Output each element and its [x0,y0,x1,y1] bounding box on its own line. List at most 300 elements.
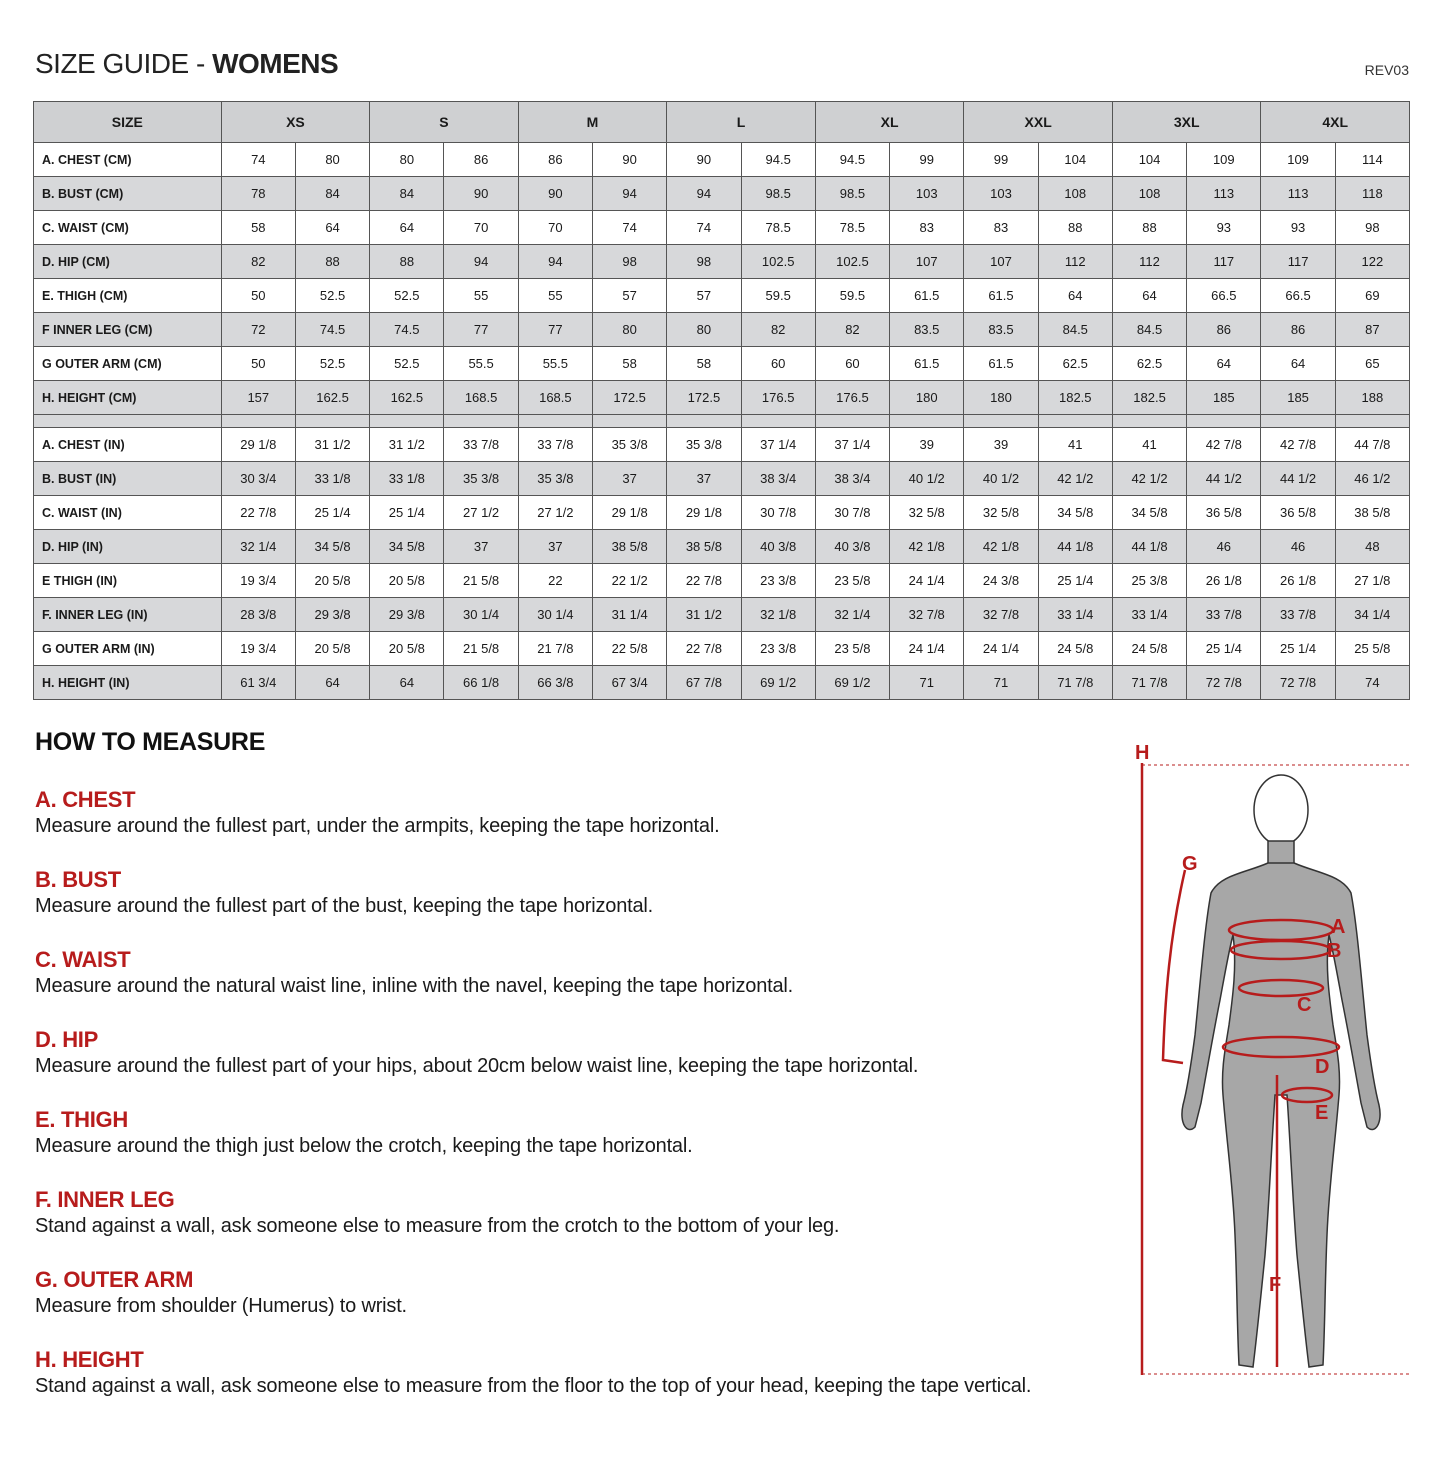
revision-label: REV03 [1364,62,1409,78]
table-cell: 114 [1335,143,1409,177]
table-cell: 37 [518,530,592,564]
table-cell: 21 7/8 [518,632,592,666]
table-cell: 162.5 [370,381,444,415]
table-cell: 80 [667,313,741,347]
table-cell: 87 [1335,313,1409,347]
table-cell: 61.5 [964,279,1038,313]
table-cell: 64 [1112,279,1186,313]
table-cell: 112 [1112,245,1186,279]
table-cell: 98.5 [741,177,815,211]
table-cell: 33 7/8 [1187,598,1261,632]
table-cell: 55 [518,279,592,313]
table-cell: 42 7/8 [1187,428,1261,462]
table-cell: 44 1/2 [1261,462,1335,496]
table-cell: 19 3/4 [221,632,295,666]
table-cell: 86 [1187,313,1261,347]
row-label: F. INNER LEG (IN) [34,598,222,632]
spacer-cell [370,415,444,428]
table-cell: 38 5/8 [1335,496,1409,530]
table-cell: 44 1/8 [1112,530,1186,564]
table-cell: 74 [221,143,295,177]
size-col-4xl: 4XL [1261,102,1410,143]
table-cell: 172.5 [667,381,741,415]
table-cell: 40 1/2 [890,462,964,496]
table-cell: 103 [964,177,1038,211]
size-header-label: SIZE [34,102,222,143]
size-col-xxl: XXL [964,102,1113,143]
table-cell: 94 [667,177,741,211]
table-cell: 30 1/4 [518,598,592,632]
spacer-cell [890,415,964,428]
table-row [34,598,1410,632]
table-cell: 20 5/8 [370,564,444,598]
table-cell: 82 [221,245,295,279]
table-cell: 28 3/8 [221,598,295,632]
table-cell: 37 [667,462,741,496]
measure-item-waist [35,947,1095,1027]
table-cell: 93 [1187,211,1261,245]
table-cell: 29 1/8 [221,428,295,462]
row-label: C. WAIST (IN) [34,496,222,530]
table-cell: 60 [741,347,815,381]
table-cell: 41 [1112,428,1186,462]
table-cell: 94 [593,177,667,211]
spacer-cell [815,415,889,428]
table-cell: 37 1/4 [815,428,889,462]
table-cell: 61.5 [964,347,1038,381]
table-row [34,530,1410,564]
row-label: E THIGH (IN) [34,564,222,598]
row-label: B. BUST (CM) [34,177,222,211]
table-cell: 94.5 [815,143,889,177]
table-cell: 32 1/4 [221,530,295,564]
table-cell: 29 3/8 [295,598,369,632]
table-cell: 98 [667,245,741,279]
table-cell: 60 [815,347,889,381]
size-table-body [34,143,1410,700]
table-cell: 33 1/4 [1038,598,1112,632]
table-cell: 74 [667,211,741,245]
table-cell: 113 [1187,177,1261,211]
table-cell: 25 3/8 [1112,564,1186,598]
measure-title-height: H. HEIGHT [35,1347,144,1372]
table-cell: 31 1/2 [295,428,369,462]
table-cell: 71 7/8 [1112,666,1186,700]
table-cell: 55.5 [518,347,592,381]
table-cell: 71 7/8 [1038,666,1112,700]
table-cell: 33 1/4 [1112,598,1186,632]
measure-item-thigh [35,1107,1095,1187]
row-label: D. HIP (IN) [34,530,222,564]
table-cell: 90 [593,143,667,177]
table-cell: 55 [444,279,518,313]
table-cell: 19 3/4 [221,564,295,598]
table-cell: 78 [221,177,295,211]
table-cell: 33 1/8 [370,462,444,496]
measure-item-inner-leg [35,1187,1095,1267]
table-cell: 40 3/8 [741,530,815,564]
measure-title-bust: B. BUST [35,867,121,892]
table-cell: 61 3/4 [221,666,295,700]
table-cell: 22 7/8 [221,496,295,530]
table-cell: 27 1/2 [444,496,518,530]
table-cell: 42 7/8 [1261,428,1335,462]
table-cell: 83.5 [964,313,1038,347]
table-cell: 67 7/8 [667,666,741,700]
table-cell: 66 3/8 [518,666,592,700]
size-col-3xl: 3XL [1112,102,1261,143]
row-label: A. CHEST (IN) [34,428,222,462]
table-cell: 88 [295,245,369,279]
table-cell: 172.5 [593,381,667,415]
table-cell: 62.5 [1112,347,1186,381]
row-label: E. THIGH (CM) [34,279,222,313]
size-col-l: L [667,102,816,143]
table-cell: 77 [518,313,592,347]
row-label: G OUTER ARM (IN) [34,632,222,666]
row-label: C. WAIST (CM) [34,211,222,245]
table-cell: 64 [370,666,444,700]
spacer-cell [593,415,667,428]
table-cell: 57 [667,279,741,313]
table-cell: 44 7/8 [1335,428,1409,462]
label-h: H [1135,742,1150,764]
table-cell: 94 [518,245,592,279]
table-cell: 24 1/4 [890,564,964,598]
measure-item-height [35,1347,1095,1427]
table-cell: 25 1/4 [295,496,369,530]
table-cell: 86 [444,143,518,177]
size-header-row [34,102,1410,143]
table-cell: 25 1/4 [1187,632,1261,666]
table-cell: 64 [1261,347,1335,381]
table-cell: 34 1/4 [1335,598,1409,632]
table-cell: 66.5 [1187,279,1261,313]
table-cell: 25 5/8 [1335,632,1409,666]
table-cell: 182.5 [1112,381,1186,415]
table-cell: 98 [1335,211,1409,245]
table-cell: 84.5 [1112,313,1186,347]
table-cell: 88 [1038,211,1112,245]
table-cell: 122 [1335,245,1409,279]
measure-desc-outer-arm: Measure from shoulder (Humerus) to wrist. [35,1295,407,1317]
table-cell: 39 [890,428,964,462]
table-cell: 33 1/8 [295,462,369,496]
measure-desc-height: Stand against a wall, ask someone else to measure from the floor to the top of your head, keeping the tape vertical. [35,1375,1032,1397]
table-cell: 42 1/2 [1112,462,1186,496]
measure-title-hip: D. HIP [35,1027,98,1052]
outer-arm-line [1163,870,1185,1063]
table-cell: 26 1/8 [1261,564,1335,598]
measure-desc-bust: Measure around the fullest part of the bust, keeping the tape horizontal. [35,895,654,917]
table-cell: 84 [295,177,369,211]
table-cell: 20 5/8 [295,632,369,666]
table-cell: 64 [295,211,369,245]
measure-desc-hip: Measure around the fullest part of your hips, about 20cm below waist line, keeping the tape horizontal. [35,1055,919,1077]
table-cell: 23 3/8 [741,564,815,598]
table-cell: 34 5/8 [1112,496,1186,530]
spacer-cell [741,415,815,428]
table-cell: 99 [890,143,964,177]
table-cell: 22 [518,564,592,598]
table-cell: 108 [1038,177,1112,211]
spacer-cell [34,415,222,428]
spacer-cell [667,415,741,428]
table-cell: 26 1/8 [1187,564,1261,598]
table-cell: 82 [741,313,815,347]
table-cell: 29 1/8 [667,496,741,530]
table-cell: 20 5/8 [370,632,444,666]
table-cell: 157 [221,381,295,415]
table-cell: 52.5 [370,347,444,381]
table-cell: 33 7/8 [1261,598,1335,632]
table-cell: 84.5 [1038,313,1112,347]
measure-title-chest: A. CHEST [35,787,136,812]
label-b: B [1327,940,1342,962]
table-cell: 35 3/8 [518,462,592,496]
table-cell: 35 3/8 [593,428,667,462]
table-cell: 38 5/8 [667,530,741,564]
table-cell: 46 1/2 [1335,462,1409,496]
table-cell: 72 [221,313,295,347]
table-cell: 29 3/8 [370,598,444,632]
table-cell: 50 [221,279,295,313]
table-cell: 176.5 [815,381,889,415]
table-cell: 21 5/8 [444,632,518,666]
table-cell: 88 [370,245,444,279]
measure-item-bust [35,867,1095,947]
row-label: A. CHEST (CM) [34,143,222,177]
table-cell: 70 [518,211,592,245]
table-row [34,313,1410,347]
table-cell: 38 3/4 [815,462,889,496]
table-cell: 80 [295,143,369,177]
table-cell: 83 [964,211,1038,245]
spacer-cell [221,415,295,428]
table-cell: 90 [444,177,518,211]
table-cell: 102.5 [815,245,889,279]
table-cell: 58 [667,347,741,381]
table-cell: 162.5 [295,381,369,415]
title-prefix: SIZE GUIDE - [35,48,213,79]
table-cell: 78.5 [741,211,815,245]
table-cell: 22 7/8 [667,564,741,598]
size-col-xs: XS [221,102,370,143]
spacer-cell [1261,415,1335,428]
table-cell: 50 [221,347,295,381]
table-cell: 72 7/8 [1261,666,1335,700]
table-cell: 24 1/4 [964,632,1038,666]
table-cell: 37 [444,530,518,564]
table-row [34,666,1410,700]
table-row [34,347,1410,381]
table-cell: 86 [1261,313,1335,347]
table-cell: 40 1/2 [964,462,1038,496]
table-cell: 67 3/4 [593,666,667,700]
size-col-s: S [370,102,519,143]
table-cell: 32 1/4 [815,598,889,632]
table-cell: 90 [667,143,741,177]
how-to-measure-section [35,728,1095,1427]
table-cell: 62.5 [1038,347,1112,381]
table-cell: 168.5 [444,381,518,415]
table-cell: 64 [1038,279,1112,313]
table-cell: 80 [370,143,444,177]
table-cell: 69 [1335,279,1409,313]
table-row [34,177,1410,211]
table-cell: 38 3/4 [741,462,815,496]
table-cell: 66 1/8 [444,666,518,700]
table-row [34,143,1410,177]
spacer-cell [1187,415,1261,428]
label-d: D [1315,1056,1330,1078]
table-cell: 29 1/8 [593,496,667,530]
table-cell: 104 [1112,143,1186,177]
table-row [34,211,1410,245]
table-cell: 33 7/8 [518,428,592,462]
table-cell: 31 1/4 [593,598,667,632]
table-cell: 34 5/8 [295,530,369,564]
table-row [34,279,1410,313]
label-a: A [1331,916,1346,938]
table-cell: 22 1/2 [593,564,667,598]
row-label: H. HEIGHT (IN) [34,666,222,700]
measure-desc-inner-leg: Stand against a wall, ask someone else to measure from the crotch to the bottom of your leg. [35,1215,840,1237]
table-cell: 39 [964,428,1038,462]
table-cell: 52.5 [295,279,369,313]
table-cell: 70 [444,211,518,245]
table-cell: 59.5 [741,279,815,313]
table-cell: 25 1/4 [1038,564,1112,598]
table-cell: 109 [1261,143,1335,177]
table-cell: 34 5/8 [370,530,444,564]
table-cell: 107 [890,245,964,279]
table-cell: 38 5/8 [593,530,667,564]
table-cell: 80 [593,313,667,347]
table-cell: 74.5 [370,313,444,347]
table-cell: 30 1/4 [444,598,518,632]
how-to-measure-title: HOW TO MEASURE [35,728,266,756]
table-cell: 98 [593,245,667,279]
spacer-cell [444,415,518,428]
table-cell: 176.5 [741,381,815,415]
spacer-cell [295,415,369,428]
measure-item-chest [35,787,1095,867]
table-cell: 71 [964,666,1038,700]
table-cell: 77 [444,313,518,347]
table-cell: 103 [890,177,964,211]
table-cell: 35 3/8 [444,462,518,496]
table-cell: 69 1/2 [815,666,889,700]
table-cell: 32 7/8 [964,598,1038,632]
table-cell: 22 7/8 [667,632,741,666]
measure-item-hip [35,1027,1095,1107]
table-cell: 90 [518,177,592,211]
size-col-m: M [518,102,667,143]
row-label: F INNER LEG (CM) [34,313,222,347]
table-cell: 65 [1335,347,1409,381]
row-label: G OUTER ARM (CM) [34,347,222,381]
table-cell: 42 1/8 [964,530,1038,564]
table-cell: 44 1/8 [1038,530,1112,564]
table-cell: 42 1/8 [890,530,964,564]
label-f: F [1269,1274,1282,1296]
label-c: C [1297,994,1312,1016]
table-cell: 168.5 [518,381,592,415]
table-cell: 61.5 [890,279,964,313]
measure-desc-thigh: Measure around the thigh just below the crotch, keeping the tape horizontal. [35,1135,693,1157]
table-cell: 32 5/8 [890,496,964,530]
row-label: H. HEIGHT (CM) [34,381,222,415]
table-cell: 69 1/2 [741,666,815,700]
table-cell: 46 [1187,530,1261,564]
row-label: B. BUST (IN) [34,462,222,496]
table-cell: 58 [593,347,667,381]
table-cell: 104 [1038,143,1112,177]
table-cell: 32 5/8 [964,496,1038,530]
table-cell: 32 1/8 [741,598,815,632]
table-row [34,462,1410,496]
spacer-cell [1038,415,1112,428]
table-cell: 109 [1187,143,1261,177]
table-cell: 66.5 [1261,279,1335,313]
table-cell: 94.5 [741,143,815,177]
table-cell: 36 5/8 [1187,496,1261,530]
table-cell: 37 [593,462,667,496]
size-col-xl: XL [815,102,964,143]
table-cell: 86 [518,143,592,177]
table-cell: 27 1/8 [1335,564,1409,598]
table-cell: 112 [1038,245,1112,279]
row-label: D. HIP (CM) [34,245,222,279]
table-cell: 23 3/8 [741,632,815,666]
measure-title-outer-arm: G. OUTER ARM [35,1267,194,1292]
table-cell: 24 3/8 [964,564,1038,598]
measure-title-thigh: E. THIGH [35,1107,128,1132]
table-cell: 27 1/2 [518,496,592,530]
table-cell: 23 5/8 [815,632,889,666]
table-cell: 46 [1261,530,1335,564]
table-cell: 55.5 [444,347,518,381]
table-cell: 180 [964,381,1038,415]
page-title [35,48,338,80]
table-cell: 52.5 [295,347,369,381]
table-cell: 185 [1187,381,1261,415]
table-cell: 93 [1261,211,1335,245]
table-cell: 61.5 [890,347,964,381]
table-row [34,428,1410,462]
table-cell: 71 [890,666,964,700]
table-cell: 72 7/8 [1187,666,1261,700]
table-cell: 58 [221,211,295,245]
table-cell: 44 1/2 [1187,462,1261,496]
table-cell: 24 1/4 [890,632,964,666]
table-cell: 21 5/8 [444,564,518,598]
table-row [34,496,1410,530]
table-cell: 36 5/8 [1261,496,1335,530]
table-cell: 25 1/4 [370,496,444,530]
table-cell: 42 1/2 [1038,462,1112,496]
table-cell: 117 [1187,245,1261,279]
table-cell: 188 [1335,381,1409,415]
table-cell: 64 [1187,347,1261,381]
table-cell: 30 3/4 [221,462,295,496]
table-cell: 37 1/4 [741,428,815,462]
table-cell: 64 [370,211,444,245]
table-cell: 31 1/2 [370,428,444,462]
spacer-cell [518,415,592,428]
body-measurement-figure [1125,735,1425,1385]
